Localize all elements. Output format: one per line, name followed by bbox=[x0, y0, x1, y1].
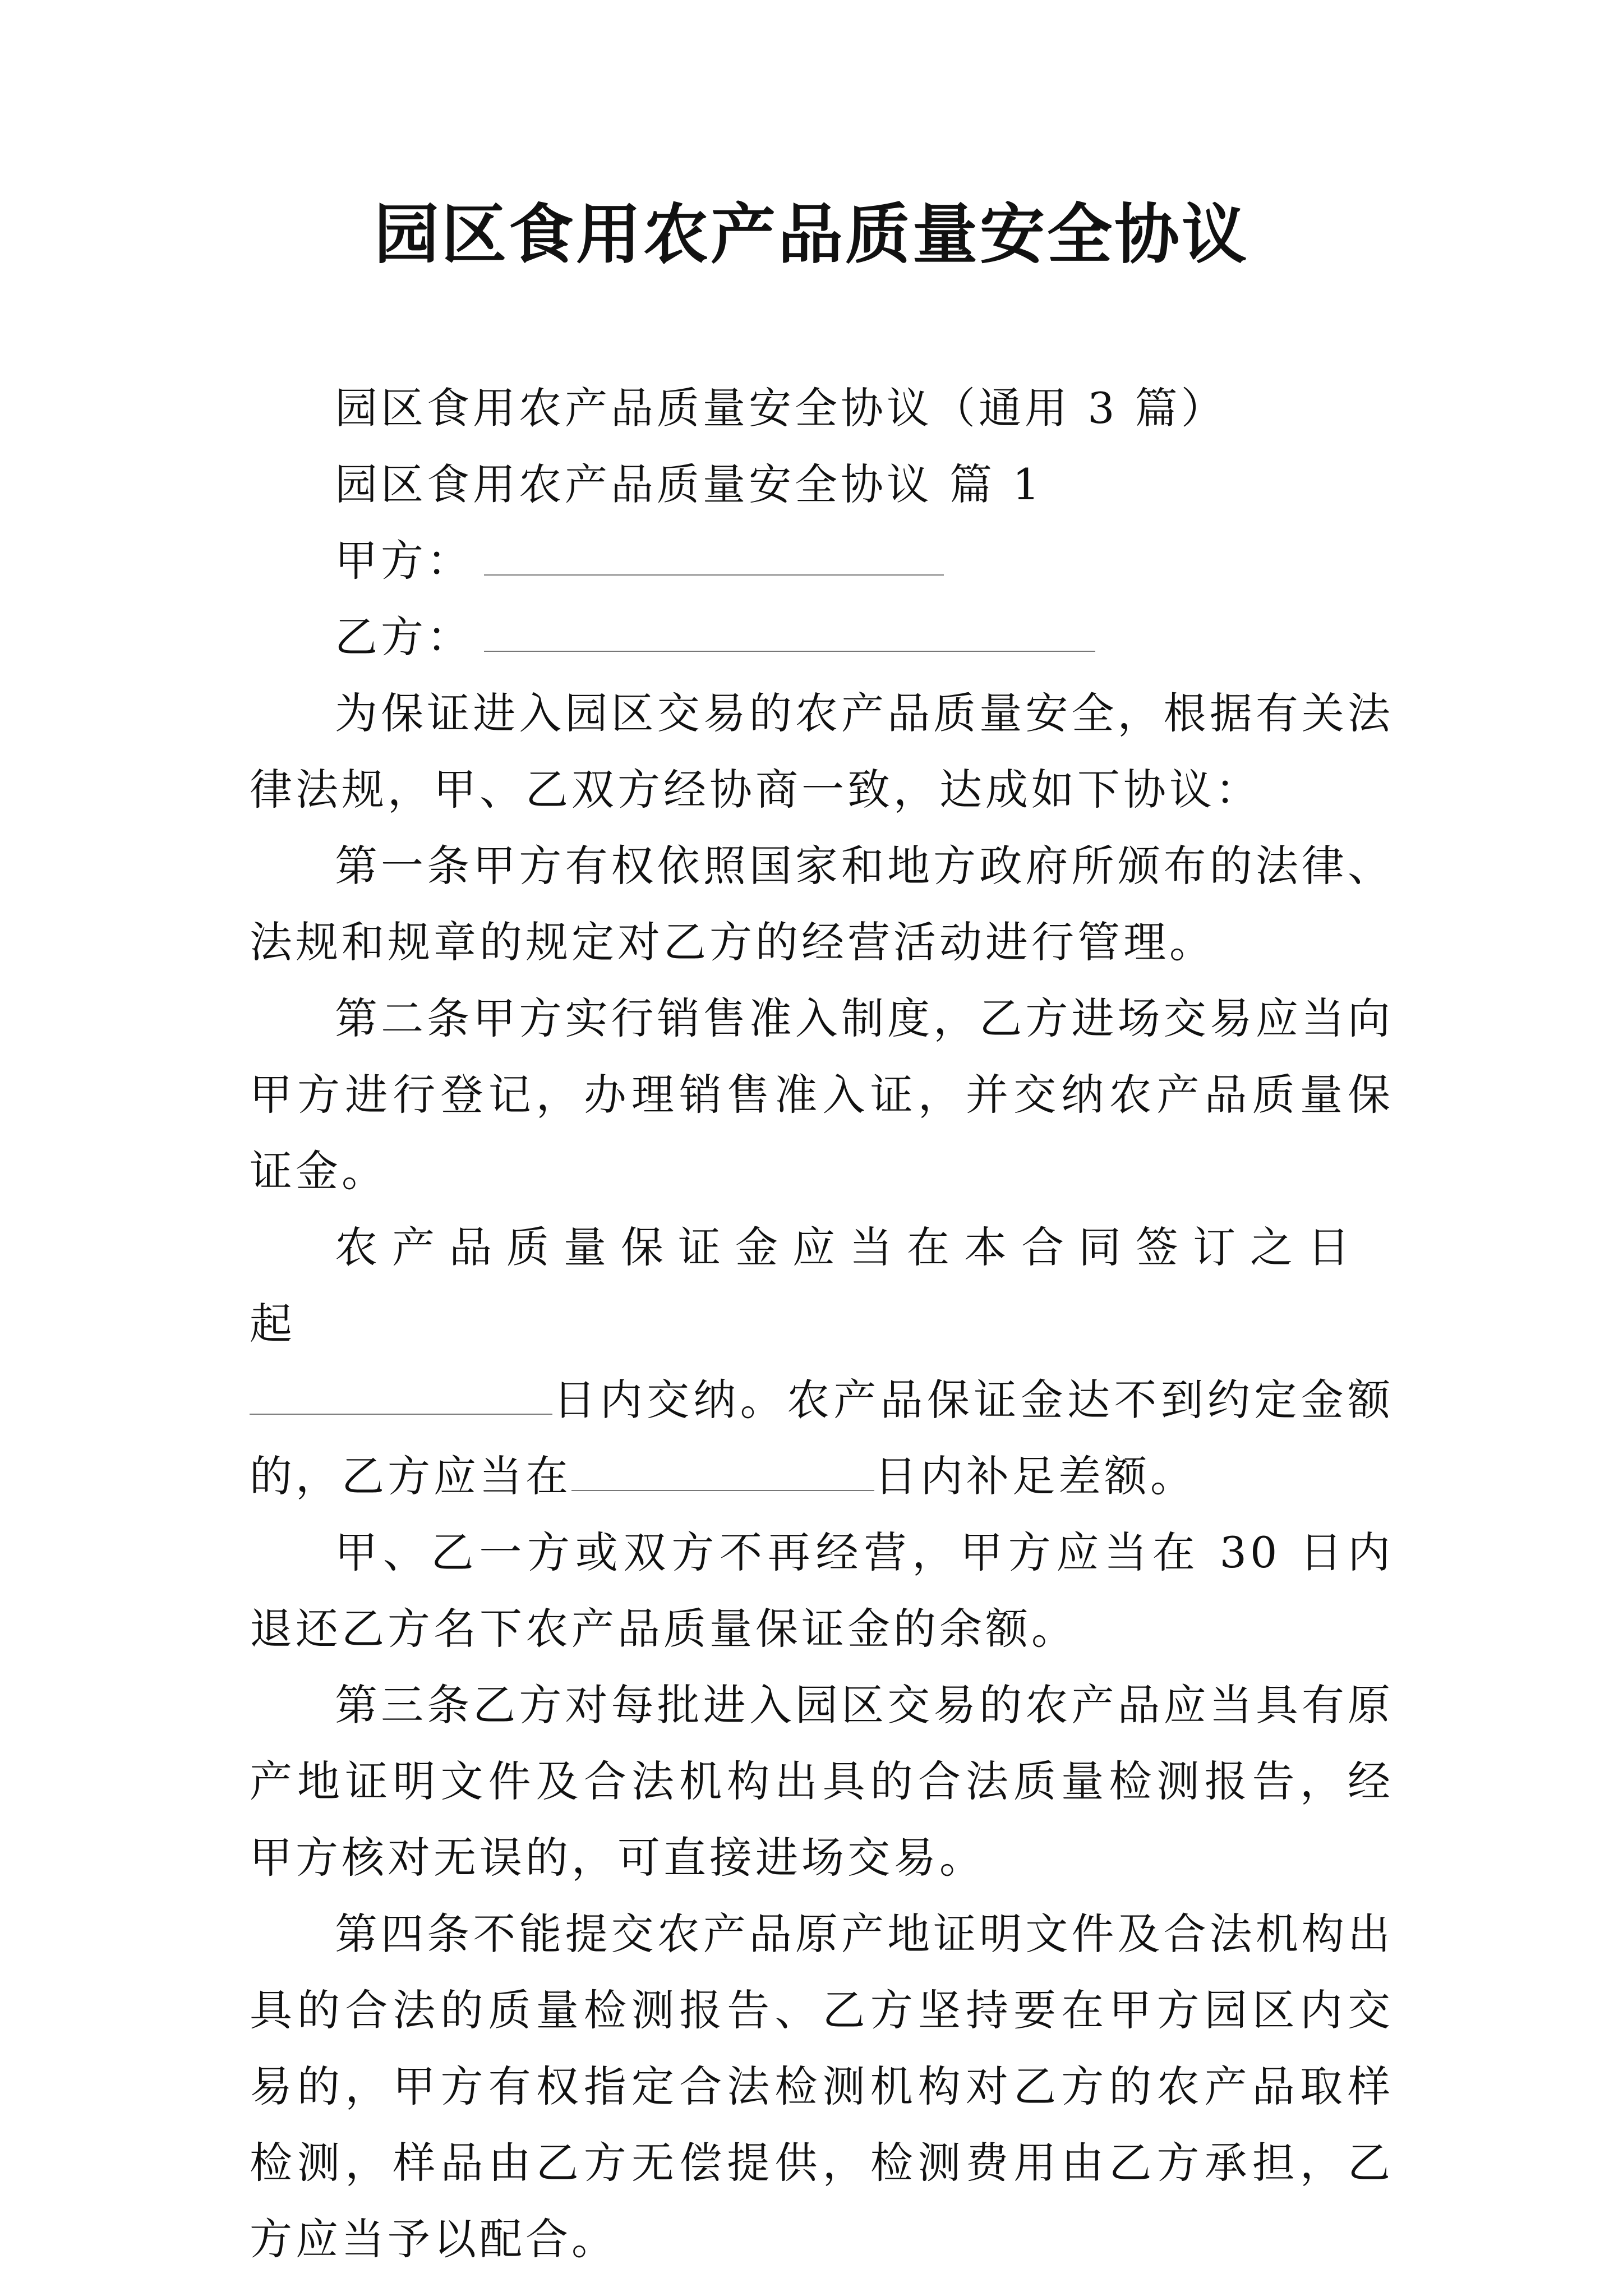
deposit-paragraph bbox=[250, 1362, 1394, 1515]
party-b-label: 乙方： bbox=[335, 612, 473, 662]
document-body bbox=[250, 370, 1394, 2277]
party-a-blank bbox=[484, 530, 944, 576]
replenish-days-blank bbox=[571, 1445, 874, 1491]
article-2: 第二条甲方实行销售准入制度，乙方进场交易应当向甲方进行登记，办理销售准入证，并交纳农产品质量保证金。 bbox=[250, 993, 1394, 1196]
party-b-line bbox=[250, 599, 1394, 675]
section-heading: 园区食用农产品质量安全协议 篇 1 bbox=[335, 459, 1043, 509]
article-4: 第四条不能提交农产品原产地证明文件及合法机构出具的合法的质量检测报告、乙方坚持要在甲方园区内交易的，甲方有权指定合法检测机构对乙方的农产品取样检测，样品由乙方无偿提供，检测费用由乙方承担，乙方应当予以配合。 bbox=[250, 1909, 1394, 2264]
document-subtitle: 园区食用农产品质量安全协议（通用 3 篇） bbox=[335, 383, 1227, 433]
party-b-blank bbox=[484, 606, 1095, 652]
deposit-text-2: 日内交纳。农产品保证金达不到约定金额的，乙方应当在 bbox=[250, 1375, 1394, 1501]
article-1: 第一条甲方有权依照国家和地方政府所颁布的法律、法规和规章的规定对乙方的经营活动进行管理。 bbox=[250, 841, 1394, 967]
intro-paragraph: 为保证进入园区交易的农产品质量安全，根据有关法律法规，甲、乙双方经协商一致，达成如下协议： bbox=[250, 688, 1394, 815]
deposit-paragraph-lead: 农产品质量保证金应当在本合同签订之日起 bbox=[250, 1222, 1364, 1349]
article-3: 第三条乙方对每批进入园区交易的农产品应当具有原产地证明文件及合法机构出具的合法质量检测报告，经甲方核对无误的，可直接进场交易。 bbox=[250, 1680, 1394, 1883]
deposit-days-blank bbox=[250, 1369, 552, 1415]
document-title: 园区食用农产品质量安全协议 bbox=[374, 196, 1249, 273]
party-a-line bbox=[250, 523, 1394, 599]
refund-paragraph: 甲、乙一方或双方不再经营，甲方应当在 30 日内退还乙方名下农产品质量保证金的余额。 bbox=[250, 1527, 1394, 1654]
deposit-text-3: 日内补足差额。 bbox=[874, 1451, 1196, 1501]
party-a-label: 甲方： bbox=[335, 536, 473, 586]
